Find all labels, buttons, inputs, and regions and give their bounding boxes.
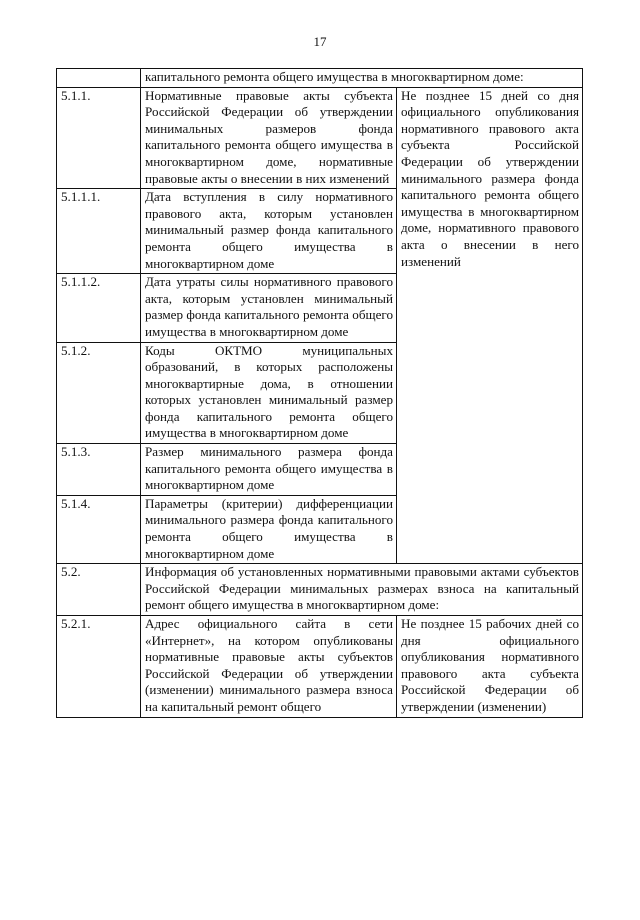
row-description: Информация об установленных нормативными правовыми актами субъектов Российской Федерации минимальных размерах взноса на капитальный ремонт общего имущества в многоквартирном доме: <box>141 564 583 616</box>
deadline-cell: Не позднее 15 дней со дня официального опубликования нормативного правового акта субъекта Российской Федерации об утверждении минимального размера фонда капитального ремонта общего имущества в многоквартирном доме, нормативного правового акта о внесении в него изменений <box>397 87 583 564</box>
table-row <box>57 87 583 189</box>
row-number: 5.1.1.2. <box>57 274 141 342</box>
row-description: капитального ремонта общего имущества в многоквартирном доме: <box>141 69 583 88</box>
table-row <box>57 564 583 616</box>
row-description: Дата утраты силы нормативного правового акта, которым установлен минимальный размер фонда капитального ремонта общего имущества в многоквартирном доме <box>141 274 397 342</box>
row-number: 5.1.1. <box>57 87 141 189</box>
table-row <box>57 616 583 718</box>
row-description: Дата вступления в силу нормативного правового акта, которым установлен минимальный размер фонда капитального ремонта общего имущества в многоквартирном доме <box>141 189 397 274</box>
deadline-cell: Не позднее 15 рабочих дней со дня официального опубликования нормативного правового акта субъекта Российской Федерации об утверждении (изменении) <box>397 616 583 718</box>
row-number: 5.1.1.1. <box>57 189 141 274</box>
row-description: Размер минимального размера фонда капитального ремонта общего имущества в многоквартирном доме <box>141 444 397 496</box>
row-number: 5.1.4. <box>57 495 141 563</box>
row-description: Нормативные правовые акты субъекта Российской Федерации об утверждении минимальных размеров фонда капитального ремонта общего имущества в многоквартирном доме, нормативные правовые акты о внесении в них изменений <box>141 87 397 189</box>
requirements-table <box>56 68 583 718</box>
table-row <box>57 69 583 88</box>
row-number: 5.1.2. <box>57 342 141 444</box>
row-description: Адрес официального сайта в сети «Интернет», на котором опубликованы нормативные правовые акты субъектов Российской Федерации об утверждении (изменении) минимального размера взноса на капитальный ремонт общего <box>141 616 397 718</box>
row-number: 5.2. <box>57 564 141 616</box>
row-number <box>57 69 141 88</box>
row-number: 5.1.3. <box>57 444 141 496</box>
row-description: Коды ОКТМО муниципальных образований, в которых расположены многоквартирные дома, в отношении которых установлен минимальный размер фонда капитального ремонта общего имущества в многоквартирном доме <box>141 342 397 444</box>
row-description: Параметры (критерии) дифференциации минимального размера фонда капитального ремонта общего имущества в многоквартирном доме <box>141 495 397 563</box>
row-number: 5.2.1. <box>57 616 141 718</box>
page-number: 17 <box>313 34 327 49</box>
